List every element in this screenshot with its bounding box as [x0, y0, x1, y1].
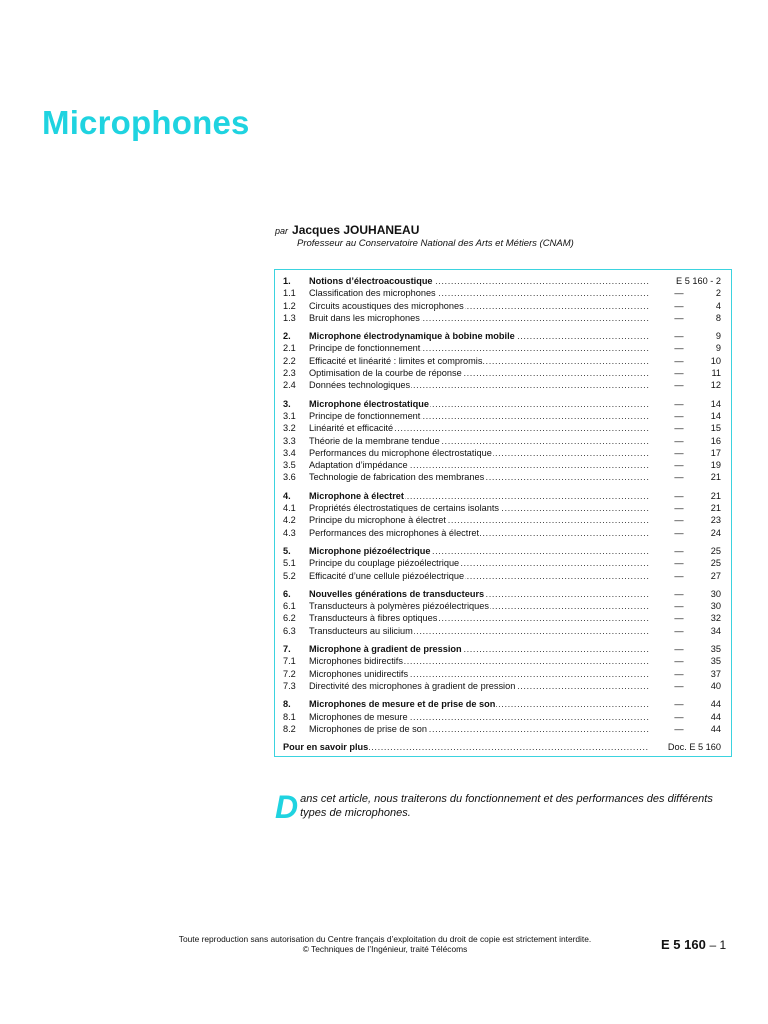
toc-number: 3.5 — [283, 460, 296, 471]
toc-dash: — — [674, 447, 684, 458]
copyright-line-1: Toute reproduction sans autorisation du Centre français d’exploitation du droit de copie est strictement interdite. — [178, 934, 592, 944]
toc-section-heading — [283, 545, 721, 557]
toc-number: 3.1 — [283, 410, 296, 421]
toc-page: 19 — [710, 460, 721, 471]
copyright-footer — [140, 934, 630, 954]
toc-label: Adaptation d’impédance — [309, 460, 408, 471]
toc-page: 25 — [710, 558, 721, 569]
toc-number: 1.2 — [283, 300, 296, 311]
toc-section-heading — [283, 275, 721, 287]
toc-number: 7. — [283, 644, 291, 655]
intro-paragraph — [275, 789, 733, 825]
toc-label: Microphones de prise de son — [309, 723, 427, 734]
toc-number: 6.1 — [283, 601, 296, 612]
toc-number: 3. — [283, 398, 291, 409]
toc-entry — [283, 422, 721, 434]
toc-dash: — — [674, 423, 684, 434]
toc-number: 6.2 — [283, 613, 296, 624]
toc-number: 2.1 — [283, 343, 296, 354]
toc-page: 40 — [710, 680, 721, 691]
article-title: Microphones — [42, 104, 250, 141]
toc-page: 14 — [710, 410, 721, 421]
toc-page: 32 — [710, 613, 721, 624]
toc-entry — [283, 355, 721, 367]
toc-number: 3.3 — [283, 435, 296, 446]
copyright-line-2: © Techniques de l’Ingénieur, traité Télécoms — [302, 944, 468, 954]
toc-section-heading — [283, 330, 721, 342]
toc-entry — [283, 711, 721, 723]
toc-entry — [283, 471, 721, 483]
author-prefix: par — [275, 226, 289, 236]
toc-number: 4.1 — [283, 503, 296, 514]
toc-further-reading — [283, 741, 721, 753]
toc-label: Microphone électrostatique — [309, 398, 429, 409]
drop-cap: D — [275, 789, 299, 825]
toc-page: 4 — [715, 300, 721, 311]
toc-entry — [283, 655, 721, 667]
toc-number: 6.3 — [283, 625, 296, 636]
toc-label: Directivité des microphones à gradient de pression — [309, 680, 516, 691]
toc-label: Microphone à électret — [309, 490, 404, 501]
toc-label: Notions d’électroacoustique — [309, 276, 433, 286]
toc-label: Principe du microphone à électret — [309, 515, 446, 526]
toc-dash: — — [674, 331, 684, 342]
document-code-number: E 5 160 — [661, 937, 706, 952]
toc-label: Transducteurs à polymères piézoélectriques — [309, 601, 489, 612]
toc-entry — [283, 342, 721, 354]
toc-label: Performances des microphones à électret — [309, 527, 480, 538]
toc-number: 1.3 — [283, 312, 296, 323]
toc-number: 7.2 — [283, 668, 296, 679]
toc-section — [283, 275, 721, 324]
toc-dash: — — [674, 398, 684, 409]
toc-further-reading-ref: Doc. E 5 160 — [667, 742, 721, 753]
toc-dash: — — [674, 545, 684, 556]
toc-dash: — — [674, 288, 684, 299]
intro-text: ans cet article, nous traiterons du fonctionnement et des performances des différents types de microphones. — [300, 793, 713, 819]
toc-number: 5. — [283, 545, 291, 556]
toc-dash: — — [674, 527, 684, 538]
toc-dash: — — [674, 380, 684, 391]
toc-dash: — — [674, 355, 684, 366]
toc-dash: — — [674, 410, 684, 421]
toc-entry — [283, 312, 721, 324]
toc-dash: — — [674, 588, 684, 599]
toc-number: 7.3 — [283, 680, 296, 691]
toc-number: 7.1 — [283, 656, 296, 667]
toc-dash: — — [674, 515, 684, 526]
toc-entry — [283, 459, 721, 471]
toc-page: 23 — [710, 515, 721, 526]
toc-label: Microphone piézoélectrique — [309, 545, 431, 556]
toc-label: Microphone à gradient de pression — [309, 644, 462, 655]
toc-number: 1.1 — [283, 288, 296, 299]
toc-entry — [283, 447, 721, 459]
toc-number: 3.2 — [283, 423, 296, 434]
toc-section-heading — [283, 490, 721, 502]
document-code — [661, 937, 726, 952]
toc-page: 14 — [710, 398, 721, 409]
toc-dash: — — [674, 699, 684, 710]
toc-number: 8.1 — [283, 711, 296, 722]
toc-label: Efficacité d’une cellule piézoélectrique — [309, 570, 465, 581]
toc-label: Microphones unidirectifs — [309, 668, 409, 679]
toc-dash: — — [674, 300, 684, 311]
toc-page: 35 — [710, 656, 721, 667]
toc-page: 25 — [710, 545, 721, 556]
toc-section-heading — [283, 643, 721, 655]
toc-page: 8 — [715, 312, 721, 323]
author-line — [275, 223, 419, 237]
toc-label: Linéarité et efficacité — [309, 423, 394, 434]
toc-label: Efficacité et linéarité : limites et compromis — [309, 355, 483, 366]
toc-label: Transducteurs à fibres optiques — [309, 613, 438, 624]
toc-page: 24 — [710, 527, 721, 538]
toc-dash: — — [674, 343, 684, 354]
toc-dash: — — [674, 680, 684, 691]
toc-label: Microphones de mesure et de prise de son — [309, 699, 496, 710]
toc-label: Technologie de fabrication des membranes — [309, 472, 485, 483]
toc-section-heading — [283, 588, 721, 600]
toc-label: Microphones de mesure — [309, 711, 408, 722]
toc-dash: — — [674, 644, 684, 655]
toc-number: 4. — [283, 490, 291, 501]
toc-dash: — — [674, 613, 684, 624]
table-of-contents — [274, 269, 732, 757]
toc-number: 2.3 — [283, 368, 296, 379]
toc-page: 34 — [710, 625, 721, 636]
toc-label: Circuits acoustiques des microphones — [309, 300, 464, 311]
toc-section — [283, 643, 721, 692]
toc-label: Données technologiques — [309, 380, 411, 391]
toc-page: 30 — [710, 601, 721, 612]
author-name: Jacques JOUHANEAU — [292, 223, 420, 237]
toc-number: 5.2 — [283, 570, 296, 581]
toc-number: 3.6 — [283, 472, 296, 483]
toc-number: 4.3 — [283, 527, 296, 538]
toc-dash: — — [674, 368, 684, 379]
toc-entry — [283, 502, 721, 514]
toc-entry — [283, 570, 721, 582]
toc-label: Principe du couplage piézoélectrique — [309, 558, 460, 569]
toc-page: 21 — [710, 472, 721, 483]
toc-dash: — — [674, 490, 684, 501]
toc-entry — [283, 514, 721, 526]
toc-label: Nouvelles générations de transducteurs — [309, 588, 485, 599]
toc-page: 9 — [715, 331, 721, 342]
toc-page: 2 — [715, 288, 721, 299]
toc-label: Optimisation de la courbe de réponse — [309, 368, 462, 379]
toc-entry — [283, 435, 721, 447]
toc-page: 21 — [710, 490, 721, 501]
toc-number: 1. — [283, 276, 291, 286]
toc-dash: — — [674, 601, 684, 612]
toc-entry — [283, 367, 721, 379]
toc-dash: — — [674, 435, 684, 446]
toc-entry — [283, 612, 721, 624]
toc-page: 30 — [710, 588, 721, 599]
toc-number: 6. — [283, 588, 291, 599]
toc-entry — [283, 557, 721, 569]
toc-page: 37 — [710, 668, 721, 679]
toc-further-reading-label: Pour en savoir plus — [283, 742, 369, 753]
toc-dash: — — [674, 472, 684, 483]
toc-dash: — — [674, 503, 684, 514]
toc-entry — [283, 300, 721, 312]
toc-page: 44 — [710, 699, 721, 710]
toc-label: Bruit dans les microphones — [309, 312, 420, 323]
toc-dash: — — [674, 711, 684, 722]
toc-number: 2.2 — [283, 355, 296, 366]
toc-entry — [283, 680, 721, 692]
toc-section — [283, 698, 721, 735]
toc-number: 5.1 — [283, 558, 296, 569]
toc-reference: E 5 160 - 2 — [676, 276, 721, 286]
author-affiliation: Professeur au Conservatoire National des Arts et Métiers (CNAM) — [297, 238, 574, 249]
toc-number: 8. — [283, 699, 291, 710]
toc-section — [283, 545, 721, 582]
toc-dash: — — [674, 570, 684, 581]
toc-number: 2. — [283, 331, 291, 342]
toc-entry — [283, 668, 721, 680]
toc-number: 8.2 — [283, 723, 296, 734]
toc-label: Microphones bidirectifs — [309, 656, 403, 667]
toc-section — [283, 490, 721, 539]
toc-dash: — — [674, 668, 684, 679]
document-page-number: – 1 — [709, 938, 727, 952]
toc-label: Principe de fonctionnement — [309, 410, 421, 421]
toc-entry — [283, 379, 721, 391]
toc-dash: — — [674, 558, 684, 569]
toc-page: 15 — [710, 423, 721, 434]
toc-page: 17 — [710, 447, 721, 458]
toc-entry — [283, 527, 721, 539]
toc-dash: — — [674, 312, 684, 323]
toc-dash: — — [674, 625, 684, 636]
toc-dash: — — [674, 656, 684, 667]
toc-page: 11 — [711, 368, 721, 379]
toc-section — [283, 588, 721, 637]
toc-entry — [283, 287, 721, 299]
toc-number: 4.2 — [283, 515, 296, 526]
toc-page: 35 — [710, 644, 721, 655]
toc-page: 10 — [710, 355, 721, 366]
toc-label: Théorie de la membrane tendue — [309, 435, 440, 446]
toc-label: Performances du microphone électrostatique — [309, 447, 492, 458]
toc-page: 44 — [710, 711, 721, 722]
toc-label: Propriétés électrostatiques de certains isolants — [309, 503, 499, 514]
toc-label: Microphone électrodynamique à bobine mobile — [309, 331, 515, 342]
toc-dash: — — [674, 460, 684, 471]
toc-number: 2.4 — [283, 380, 296, 391]
toc-label: Transducteurs au silicium — [309, 625, 413, 636]
toc-number: 3.4 — [283, 447, 296, 458]
toc-entry — [283, 410, 721, 422]
toc-section-heading — [283, 398, 721, 410]
toc-entry — [283, 600, 721, 612]
toc-page: 12 — [710, 380, 721, 391]
toc-dash: — — [674, 723, 684, 734]
toc-entry — [283, 625, 721, 637]
toc-page: 16 — [710, 435, 721, 446]
toc-section — [283, 330, 721, 391]
toc-page: 44 — [710, 723, 721, 734]
toc-page: 9 — [715, 343, 721, 354]
toc-entry — [283, 723, 721, 735]
toc-section-heading — [283, 698, 721, 710]
toc-label: Principe de fonctionnement — [309, 343, 421, 354]
toc-section — [283, 398, 721, 484]
toc-page: 21 — [710, 503, 721, 514]
toc-label: Classification des microphones — [309, 288, 436, 299]
toc-page: 27 — [710, 570, 721, 581]
